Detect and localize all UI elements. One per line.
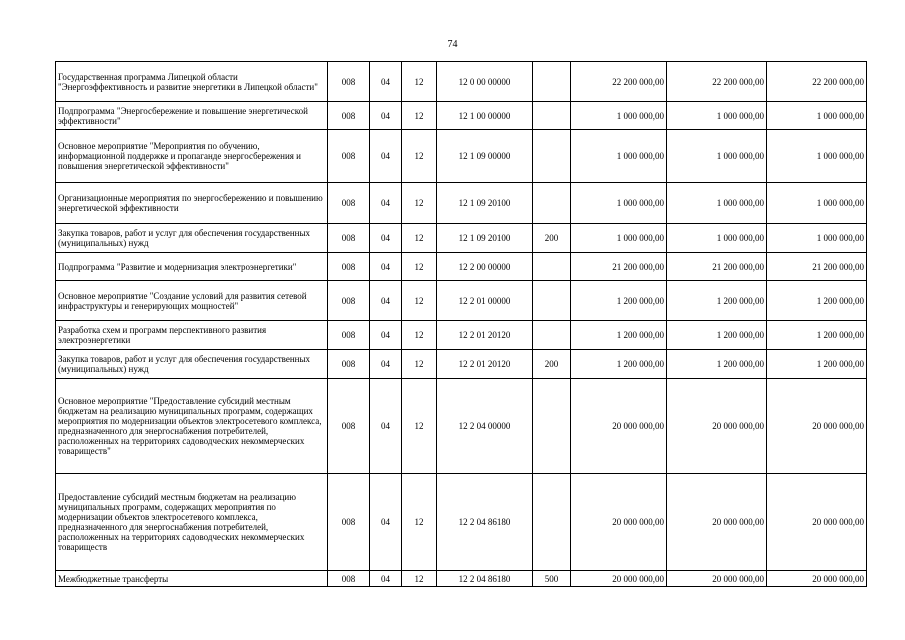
amount-year-3: 1 000 000,00 xyxy=(767,130,867,183)
table-row xyxy=(56,224,867,253)
amount-year-2: 1 000 000,00 xyxy=(667,183,767,224)
section-code: 04 xyxy=(370,474,402,571)
table-row xyxy=(56,102,867,130)
table-row xyxy=(56,281,867,321)
table-row xyxy=(56,253,867,281)
subsection-code: 12 xyxy=(402,281,437,321)
expense-kind xyxy=(533,253,571,281)
amount-year-1: 1 000 000,00 xyxy=(571,183,667,224)
amount-year-1: 1 200 000,00 xyxy=(571,281,667,321)
amount-year-3: 20 000 000,00 xyxy=(767,571,867,587)
section-code: 04 xyxy=(370,62,402,102)
row-name: Основное мероприятие "Предоставление субсидий местным бюджетам на реализацию муниципальных программ, содержащих мероприятия по модернизации объектов электросетевого комплекса, предназначенного для энергоснабжения потребителей, расположенных на территориях садоводческих некоммерческих товариществ" xyxy=(56,379,328,474)
budget-table xyxy=(55,61,867,587)
amount-year-3: 20 000 000,00 xyxy=(767,474,867,571)
subsection-code: 12 xyxy=(402,102,437,130)
amount-year-3: 21 200 000,00 xyxy=(767,253,867,281)
section-code: 04 xyxy=(370,253,402,281)
section-code: 04 xyxy=(370,224,402,253)
subsection-code: 12 xyxy=(402,224,437,253)
amount-year-3: 1 000 000,00 xyxy=(767,183,867,224)
ministry-code: 008 xyxy=(328,62,370,102)
target-article: 12 2 01 00000 xyxy=(437,281,533,321)
ministry-code: 008 xyxy=(328,224,370,253)
expense-kind xyxy=(533,379,571,474)
subsection-code: 12 xyxy=(402,350,437,379)
table-row xyxy=(56,379,867,474)
table-row xyxy=(56,321,867,350)
table-row xyxy=(56,130,867,183)
target-article: 12 2 01 20120 xyxy=(437,321,533,350)
subsection-code: 12 xyxy=(402,474,437,571)
row-name: Закупка товаров, работ и услуг для обеспечения государственных (муниципальных) нужд xyxy=(56,350,328,379)
row-name: Предоставление субсидий местным бюджетам на реализацию муниципальных программ, содержащих мероприятия по модернизации объектов электросетевого комплекса, предназначенного для энергоснабжения потребителей, расположенных на территориях садоводческих некоммерческих товариществ xyxy=(56,474,328,571)
section-code: 04 xyxy=(370,130,402,183)
amount-year-3: 1 000 000,00 xyxy=(767,102,867,130)
amount-year-1: 22 200 000,00 xyxy=(571,62,667,102)
amount-year-1: 20 000 000,00 xyxy=(571,474,667,571)
subsection-code: 12 xyxy=(402,183,437,224)
ministry-code: 008 xyxy=(328,253,370,281)
ministry-code: 008 xyxy=(328,321,370,350)
amount-year-1: 1 000 000,00 xyxy=(571,130,667,183)
amount-year-2: 20 000 000,00 xyxy=(667,474,767,571)
subsection-code: 12 xyxy=(402,130,437,183)
amount-year-1: 1 000 000,00 xyxy=(571,224,667,253)
table-row xyxy=(56,62,867,102)
row-name: Межбюджетные трансферты xyxy=(56,571,328,587)
target-article: 12 2 04 86180 xyxy=(437,474,533,571)
amount-year-2: 20 000 000,00 xyxy=(667,379,767,474)
amount-year-1: 1 200 000,00 xyxy=(571,350,667,379)
section-code: 04 xyxy=(370,321,402,350)
expense-kind xyxy=(533,321,571,350)
amount-year-1: 1 200 000,00 xyxy=(571,321,667,350)
expense-kind xyxy=(533,183,571,224)
expense-kind xyxy=(533,130,571,183)
expense-kind: 200 xyxy=(533,224,571,253)
subsection-code: 12 xyxy=(402,379,437,474)
amount-year-3: 1 200 000,00 xyxy=(767,321,867,350)
target-article: 12 2 04 86180 xyxy=(437,571,533,587)
amount-year-1: 20 000 000,00 xyxy=(571,379,667,474)
amount-year-2: 21 200 000,00 xyxy=(667,253,767,281)
expense-kind: 500 xyxy=(533,571,571,587)
expense-kind xyxy=(533,474,571,571)
section-code: 04 xyxy=(370,350,402,379)
amount-year-3: 1 000 000,00 xyxy=(767,224,867,253)
amount-year-2: 1 000 000,00 xyxy=(667,130,767,183)
ministry-code: 008 xyxy=(328,281,370,321)
row-name: Государственная программа Липецкой области "Энергоэффективность и развитие энергетики в Липецкой области" xyxy=(56,62,328,102)
amount-year-1: 1 000 000,00 xyxy=(571,102,667,130)
row-name: Подпрограмма "Развитие и модернизация электроэнергетики" xyxy=(56,253,328,281)
expense-kind xyxy=(533,62,571,102)
ministry-code: 008 xyxy=(328,379,370,474)
section-code: 04 xyxy=(370,571,402,587)
target-article: 12 1 09 20100 xyxy=(437,183,533,224)
target-article: 12 2 00 00000 xyxy=(437,253,533,281)
section-code: 04 xyxy=(370,379,402,474)
expense-kind: 200 xyxy=(533,350,571,379)
section-code: 04 xyxy=(370,102,402,130)
row-name: Основное мероприятие "Создание условий для развития сетевой инфраструктуры и генерирующих мощностей" xyxy=(56,281,328,321)
table-row xyxy=(56,474,867,571)
expense-kind xyxy=(533,102,571,130)
target-article: 12 1 00 00000 xyxy=(437,102,533,130)
expense-kind xyxy=(533,281,571,321)
ministry-code: 008 xyxy=(328,183,370,224)
table-row xyxy=(56,571,867,587)
amount-year-1: 21 200 000,00 xyxy=(571,253,667,281)
amount-year-2: 1 200 000,00 xyxy=(667,281,767,321)
target-article: 12 2 01 20120 xyxy=(437,350,533,379)
amount-year-2: 22 200 000,00 xyxy=(667,62,767,102)
subsection-code: 12 xyxy=(402,62,437,102)
amount-year-2: 1 000 000,00 xyxy=(667,224,767,253)
target-article: 12 0 00 00000 xyxy=(437,62,533,102)
subsection-code: 12 xyxy=(402,321,437,350)
table-row xyxy=(56,183,867,224)
table-row xyxy=(56,350,867,379)
amount-year-3: 20 000 000,00 xyxy=(767,379,867,474)
subsection-code: 12 xyxy=(402,571,437,587)
amount-year-2: 1 200 000,00 xyxy=(667,321,767,350)
amount-year-1: 20 000 000,00 xyxy=(571,571,667,587)
row-name: Закупка товаров, работ и услуг для обеспечения государственных (муниципальных) нужд xyxy=(56,224,328,253)
amount-year-3: 1 200 000,00 xyxy=(767,281,867,321)
row-name: Основное мероприятие "Мероприятия по обучению, информационной поддержке и пропаганде энергосбережения и повышения энергетической эффективности" xyxy=(56,130,328,183)
amount-year-2: 20 000 000,00 xyxy=(667,571,767,587)
ministry-code: 008 xyxy=(328,102,370,130)
target-article: 12 1 09 20100 xyxy=(437,224,533,253)
target-article: 12 1 09 00000 xyxy=(437,130,533,183)
ministry-code: 008 xyxy=(328,130,370,183)
amount-year-2: 1 200 000,00 xyxy=(667,350,767,379)
amount-year-3: 22 200 000,00 xyxy=(767,62,867,102)
ministry-code: 008 xyxy=(328,474,370,571)
row-name: Организационные мероприятия по энергосбережению и повышению энергетической эффективности xyxy=(56,183,328,224)
ministry-code: 008 xyxy=(328,571,370,587)
target-article: 12 2 04 00000 xyxy=(437,379,533,474)
page-number: 74 xyxy=(447,39,458,50)
section-code: 04 xyxy=(370,281,402,321)
amount-year-3: 1 200 000,00 xyxy=(767,350,867,379)
ministry-code: 008 xyxy=(328,350,370,379)
subsection-code: 12 xyxy=(402,253,437,281)
row-name: Подпрограмма "Энергосбережение и повышение энергетической эффективности" xyxy=(56,102,328,130)
amount-year-2: 1 000 000,00 xyxy=(667,102,767,130)
section-code: 04 xyxy=(370,183,402,224)
row-name: Разработка схем и программ перспективного развития электроэнергетики xyxy=(56,321,328,350)
